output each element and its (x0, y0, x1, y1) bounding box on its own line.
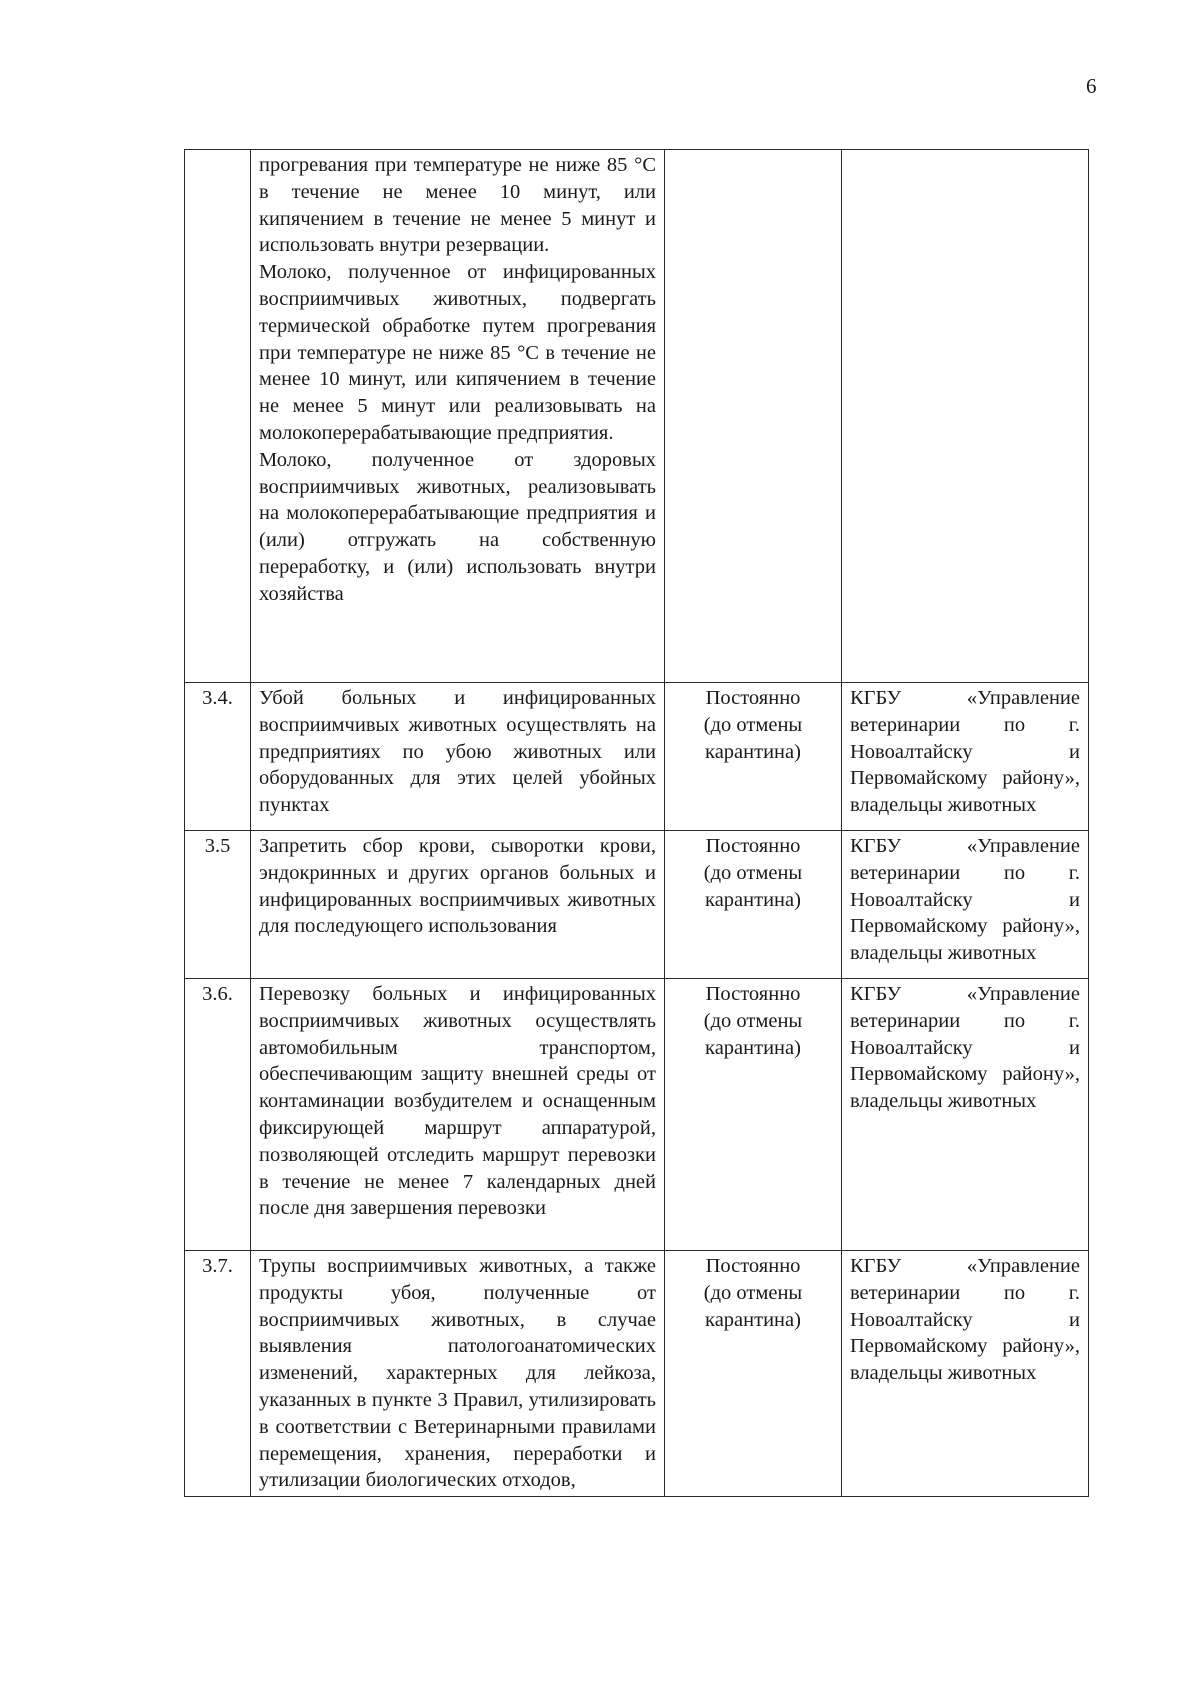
measure-paragraph: Трупы восприимчивых животных, а также продукты убоя, полученные от восприимчивых животных, в случае выявления патологоанатомических изменений, характерных для лейкоза, указанных в пункте 3 Правил, утилизировать в соответствии с Ветеринарными правилами перемещения, хранения, переработки и утилизации биологических отходов, (259, 1255, 656, 1492)
term-line: Постоянно (705, 687, 801, 709)
item-number-cell: 3.5 (185, 831, 251, 979)
measure-text-cell (251, 683, 665, 831)
measure-paragraph: Запретить сбор крови, сыворотки крови, эндокринных и других органов больных и инфицированных восприимчивых животных для последующего использования (259, 835, 656, 938)
term-line: Постоянно (705, 835, 801, 857)
item-number-cell: 3.6. (185, 979, 251, 1251)
term-line: (до отмены (703, 713, 803, 736)
measures-table (184, 149, 1089, 1497)
measure-text-cell (251, 979, 665, 1251)
responsible-cell: КГБУ «Управление ветеринарии по г. Новоалтайску и Первомайскому району», владельцы животных (842, 683, 1089, 831)
term-line: карантина) (705, 740, 801, 763)
measure-text-cell (251, 150, 665, 683)
term-line: Постоянно (705, 983, 801, 1005)
term-cell (665, 683, 842, 831)
measure-paragraph: прогревания при температуре не ниже 85 °С в течение не менее 10 минут, или кипячением в течение не менее 5 минут и использовать внутри резервации. (259, 154, 656, 257)
responsible-cell: КГБУ «Управление ветеринарии по г. Новоалтайску и Первомайскому району», владельцы животных (842, 1251, 1089, 1497)
item-number-cell: 3.4. (185, 683, 251, 831)
page-number: 6 (1086, 74, 1097, 98)
term-line: Постоянно (705, 1255, 801, 1277)
responsible-cell: КГБУ «Управление ветеринарии по г. Новоалтайску и Первомайскому району», владельцы животных (842, 979, 1089, 1251)
measure-text-cell (251, 831, 665, 979)
term-line: (до отмены (703, 1009, 803, 1032)
table-row (185, 979, 1089, 1251)
term-cell (665, 831, 842, 979)
term-line: (до отмены (703, 861, 803, 884)
table-row (185, 683, 1089, 831)
term-cell (665, 1251, 842, 1497)
term-cell (665, 150, 842, 683)
measures-table-body (185, 150, 1089, 1497)
measure-paragraph: Молоко, полученное от здоровых восприимчивых животных, реализовывать на молокоперерабатывающие предприятия и (или) отгружать на собственную переработку, и (или) использовать внутри хозяйства (259, 448, 656, 605)
term-cell (665, 979, 842, 1251)
responsible-cell (842, 150, 1089, 683)
item-number-cell: 3.7. (185, 1251, 251, 1497)
table-row (185, 150, 1089, 683)
measure-text-cell (251, 1251, 665, 1497)
term-line: карантина) (705, 888, 801, 911)
table-row (185, 831, 1089, 979)
measure-paragraph: Перевозку больных и инфицированных восприимчивых животных осуществлять автомобильным транспортом, обеспечивающим защиту внешней среды от контаминации возбудителем и оснащенным фиксирующей маршрут аппаратурой, позволяющей отследить маршрут перевозки в течение не менее 7 календарных дней после дня завершения перевозки (259, 983, 656, 1220)
term-line: (до отмены (703, 1281, 803, 1304)
responsible-cell: КГБУ «Управление ветеринарии по г. Новоалтайску и Первомайскому району», владельцы животных (842, 831, 1089, 979)
measure-paragraph: Убой больных и инфицированных восприимчивых животных осуществлять на предприятиях по убою животных или оборудованных для этих целей убойных пунктах (259, 687, 656, 817)
measure-paragraph: Молоко, полученное от инфицированных восприимчивых животных, подвергать термической обработке путем прогревания при температуре не ниже 85 °С в течение не менее 10 минут, или кипячением в течение не менее 5 минут или реализовывать на молокоперерабатывающие предприятия. (259, 261, 656, 444)
term-line: карантина) (705, 1308, 801, 1331)
item-number-cell (185, 150, 251, 683)
table-row (185, 1251, 1089, 1497)
term-line: карантина) (705, 1036, 801, 1059)
